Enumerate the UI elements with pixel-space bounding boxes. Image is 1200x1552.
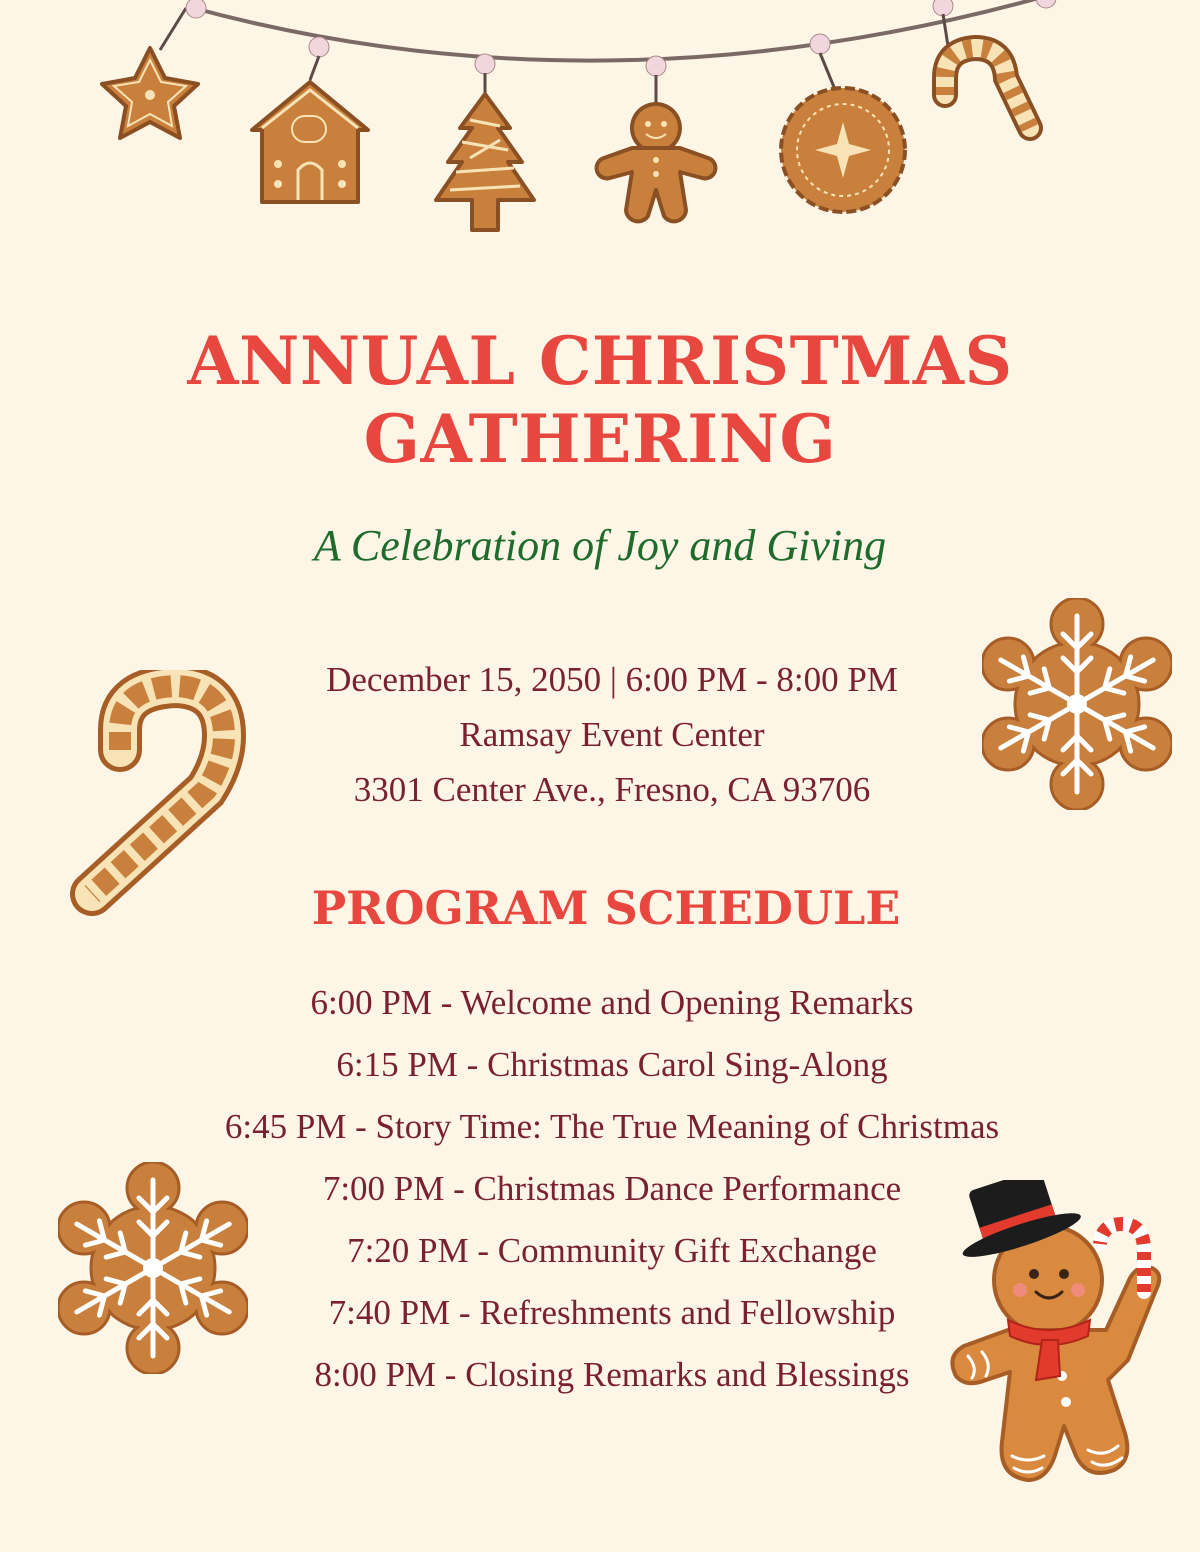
gingerbread-man-top-hat-icon	[938, 1180, 1192, 1506]
schedule-item: 6:45 PM - Story Time: The True Meaning of Christmas	[224, 1107, 1000, 1146]
event-date-time: December 15, 2050 | 6:00 PM - 8:00 PM	[326, 660, 898, 699]
schedule-item: 8:00 PM - Closing Remarks and Blessings	[314, 1355, 910, 1394]
program-heading: PROGRAM SCHEDULE	[311, 881, 901, 935]
garland-decoration	[0, 0, 1200, 250]
schedule-item: 6:15 PM - Christmas Carol Sing-Along	[336, 1045, 888, 1084]
schedule-item: 7:00 PM - Christmas Dance Performance	[322, 1169, 902, 1208]
event-address: 3301 Center Ave., Fresno, CA 93706	[353, 770, 871, 809]
round-cookie-icon	[781, 34, 905, 212]
christmas-tree-cookie-icon	[436, 54, 534, 230]
candy-cane-cookie-icon	[66, 670, 246, 920]
event-title-line-2: GATHERING	[363, 400, 837, 478]
snowflake-cookie-icon	[58, 1162, 248, 1374]
star-cookie-icon	[102, 0, 206, 138]
snowflake-cookie-icon	[982, 598, 1172, 810]
event-subtitle: A Celebration of Joy and Giving	[313, 521, 887, 570]
schedule-item: 7:40 PM - Refreshments and Fellowship	[328, 1293, 896, 1332]
gingerbread-man-icon	[597, 56, 716, 221]
event-venue: Ramsay Event Center	[459, 715, 765, 754]
gingerbread-house-icon	[252, 37, 368, 202]
event-title-line-1: ANNUAL CHRISTMAS	[187, 322, 1013, 400]
event-title	[0, 322, 1200, 478]
schedule-item: 7:20 PM - Community Gift Exchange	[347, 1231, 877, 1270]
schedule-item: 6:00 PM - Welcome and Opening Remarks	[310, 983, 914, 1022]
